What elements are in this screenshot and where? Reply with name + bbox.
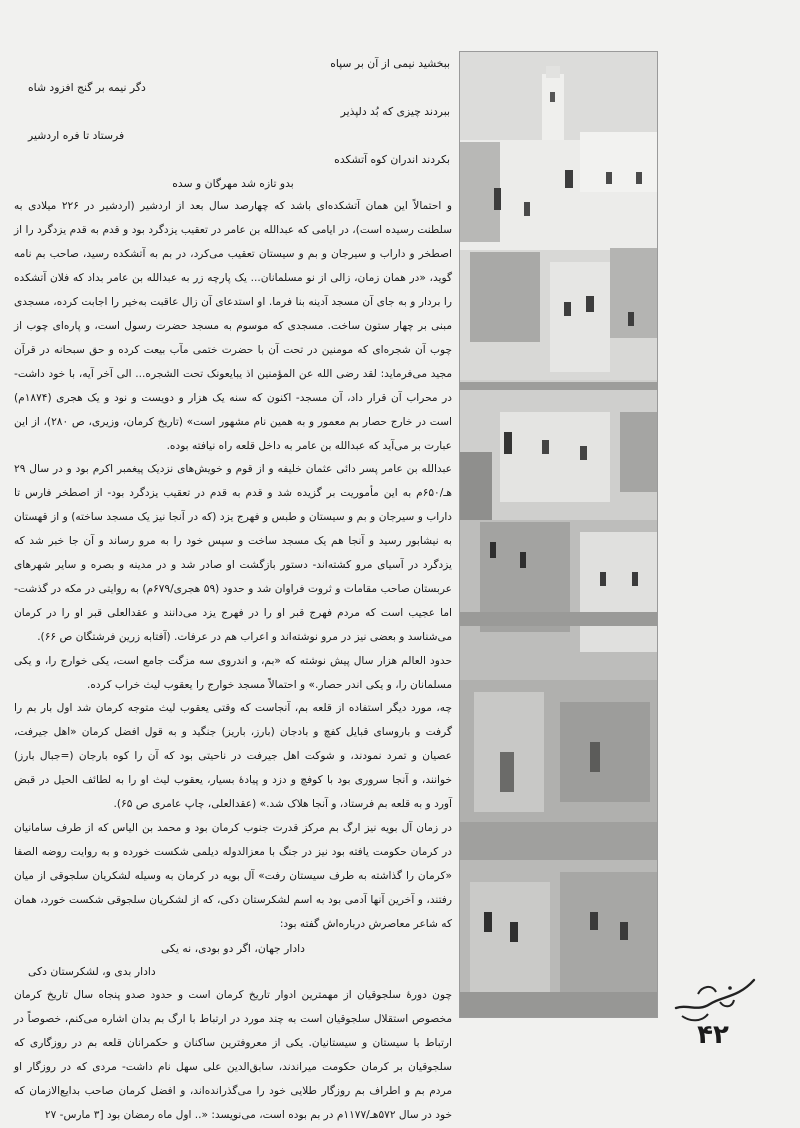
opening-verses <box>14 52 452 195</box>
bam-citadel-photo <box>459 51 658 1018</box>
citadel-illustration <box>460 52 658 1018</box>
verse-line: بکردند اندران کوه آتشکده <box>334 152 450 166</box>
body-paragraph: چه، مورد دیگر استفاده از قلعه بم، آنجاست که وقتی یعقوب لیث متوجه کرمان شد اول بار بم را گرفت و باروسای قبایل کفچ و بادجان (بارز، باریز) جنگید و به قول افضل کرمان «اهل جیرفت، عصیان و تمرد نمودند، و شوکت اهل جیرفت در ناحیتی بود که آن را کوه بارجان (=جبال بارز) خوانند، و آنجا سروری بود با کوفچ و دزد و پیاده‌ٔ بسیار، یعقوب لیث او را به لطائف الحیل در قبض آورد و به قلعه بم فرستاد، و آنجا هلاک شد.» (عقدالعلی، چاپ عامری ص ۶۵). <box>14 702 452 811</box>
verse-line: دادار جهان، اگر دو بودی، نه یکی <box>161 941 305 955</box>
verse-line: فرستاد تا فره اردشیر <box>28 128 125 142</box>
body-paragraph: و احتمالاً این همان آتشکده‌ای باشد که چهارصد سال بعد از اردشیر (اردشیر در ۲۲۶ میلادی به سلطنت رسیده است)، در ایامی که عبدالله بن عامر در تعقیب یزدگرد بود و قدم به قدم یزدگرد را از اصطخر و داراب و سیرجان و بم و سیستان تعقیب می‌کرد، در بم به آتشکده رسید، صاحب بم نامه گوید، «در همان زمان، زالی از نو مسلمانان... یک پارچه زر به عبدالله بن عامر بداد که فلان آتشکده را بردار و به جای آن مسجد آدینه بنا فرما. او استدعای آن زال عاقبت به‌خیر را اجابت کرده، مسجدی مبنی بر چهار ستون ساخت. مسجدی که موسوم به مسجد حضرت رسول است، و پاره‌ای چوب از چوب آن شجره‌ای که مومنین در تحت آن با حضرت ختمی مآب بیعت کرده و حق سبحانه در قرآن مجید می‌فرماید: لقد رضی الله عن المؤمنین اذ یبایعونک تحت الشجره... الی آخر آیه، با خود داشت- در محراب آن قرار داد، آن مسجد- اکنون که سنه یک هزار و دویست و نود و یک هجری (۱۸۷۴م) است در خارج حصار بم معمور و به همین نام مشهور است» (تاریخ کرمان، وزیری، ص ۲۸۰)، از این عبارت بر می‌آید که عبدالله بن عامر به داخل قلعه راه نیافته بوده. <box>14 200 452 452</box>
bleed-through-text <box>664 52 794 1012</box>
body-paragraph: در زمان آل بویه نیز ارگ بم مرکز قدرت جنوب کرمان بود و محمد بن الیاس که از طرف سامانیان در کرمان حکومت یافته بود نیز در جنگ با معزالدوله دیلمی شکست خورده و به روایت روضه الصفا «کرمان را گذاشته به طرف سیستان رفت» آل بویه در کرمان به وسیله لشکریان سلجوقی از میان رفتند، و آخرین آنها آدمی بود به اسم لشکرستان دکی، که از لشکریان سلجوقی شکست خورد، همان که شاعر معاصرش درباره‌اش گفته بود: <box>14 822 452 930</box>
body-paragraph: حدود العالم هزار سال پیش نوشته که «بم، و اندروی سه مزگت جامع است، یکی خوارج را، و یکی مسلمانان را، و یکی اندر حصار.» و احتمالاً مسجد خوارج را یعقوب لیث خراب کرده. <box>14 654 452 691</box>
verse-line: دادار بدی و، لشکرستان دکی <box>28 965 156 979</box>
article-column <box>14 52 452 1128</box>
verse-line: دگر نیمه بر گنج افزود شاه <box>28 80 146 94</box>
verse-line: بدو تازه شد مهرگان و سده <box>172 176 294 190</box>
body-paragraph: عبدالله بن عامر پسر دائی عثمان خلیفه و از قوم و خویش‌های نزدیک پیغمبر اکرم بود و در سال ۲۹ هـ/۶۵۰م به این مأموریت بر گزیده شد و قدم به قدم در تعقیب یزدگرد بود- از اصطخر فارس تا داراب و سیرجان و بم و سیستان و طبس و فهرج یزد (که در آنجا نیز یک مسجد ساخته) و از قهستان به نیشابور رسید و آنجا هم یک مسجد ساخت و سپس خود را به مرو رساند و آن جا خبر شد که یزدگرد در آسیای مرو کشته‌اند- دستور بازگشت او صادر شد و در مدینه و بصره و سایر شهرهای عربستان صاحب مقامات و ثروت فراوان شد و حدود (۵۹ هجری/۶۷۹م) به روایتی در مکه در گذشت- اما عجیب است که مردم فهرج قبر او را در فهرج یزد می‌دانند و عقدالعلی قبر او را در کرمان می‌شناسد و بعضی نیز در مرو نوشته‌اند و اعراب هم در عرفات. (آفتابه زرین فرشتگان ص ۶۶). <box>14 463 452 643</box>
verse-line: ببردند چیزی که بُد دلپذیر <box>340 104 450 118</box>
page-number: ۴۲ <box>697 1020 729 1050</box>
verse-line: ببخشید نیمی از آن بر سپاه <box>330 57 450 70</box>
body-paragraph: چون دورهٔ سلجوقیان از مهمترین ادوار تاریخ کرمان است و حدود صدو پنجاه سال تاریخ کرمان مخصوص استقلال سلجوقیان است به چند مورد در ارتباط با ارگ بم بدان اشاره می‌کنم، خصوصاً در ارتباط با سیستان و سیستانیان. یکی از معروفترین ساکنان و حکمرانان قلعه بم در روزگاری که سلجوقیان بر کرمان حکومت میراندند، سابق‌الدین علی سهل نام داشت- مردی که در روزگار او مردم بم و اطراف بم روزگار طلایی خود را می‌گذرانده‌اند، و افضل کرمان صاحب بدایع‌الازمان که خود در سال ۵۷۲هـ/۱۱۷۷م در بم بوده است، می‌نویسد: «.. اول ماه رمضان بود [۳ مارس- ۲۷ <box>14 989 452 1121</box>
kerman-logo <box>668 968 760 1028</box>
